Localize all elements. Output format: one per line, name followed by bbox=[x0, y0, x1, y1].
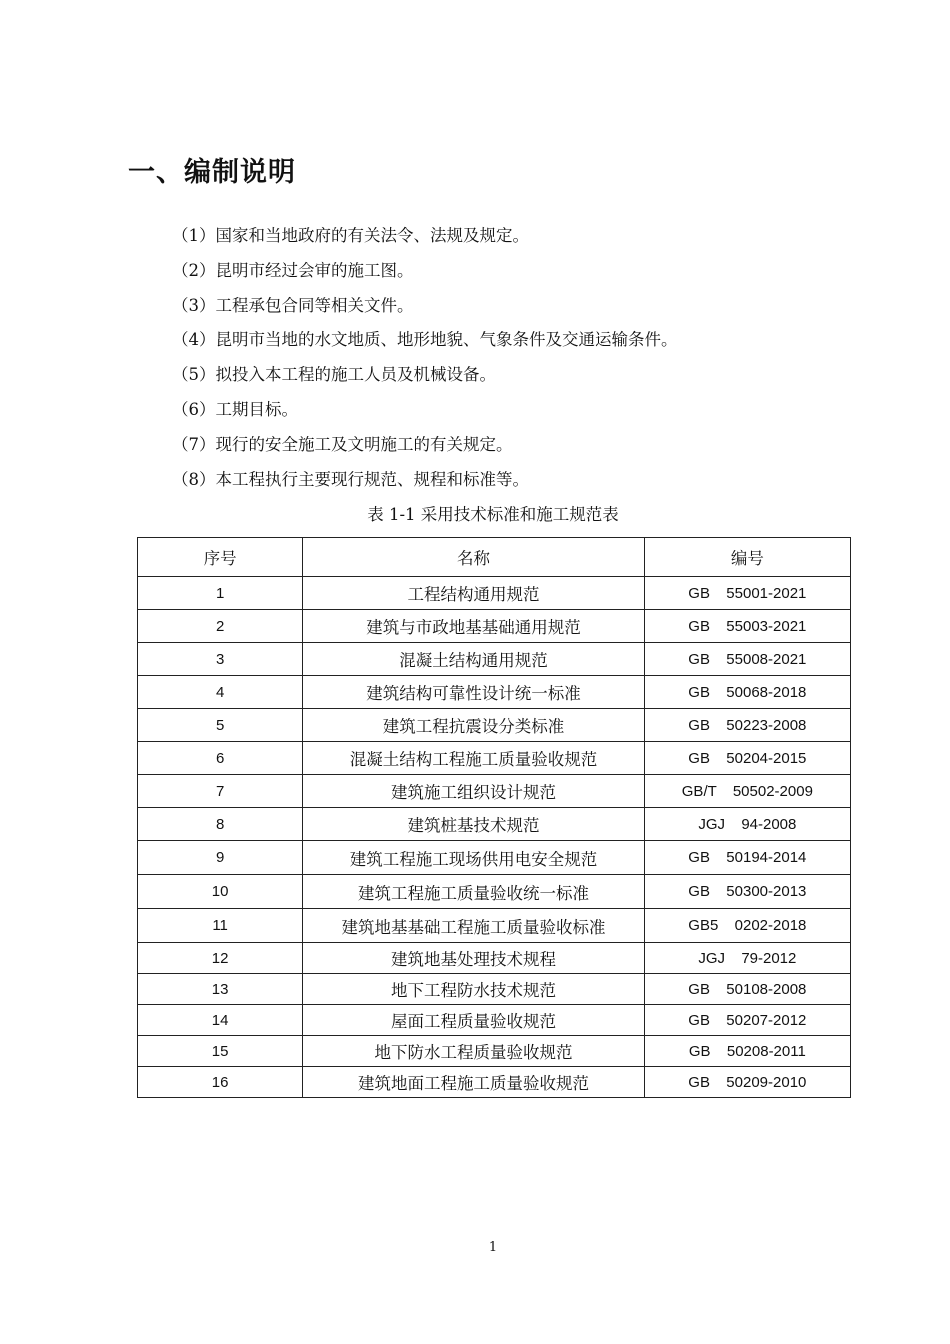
row-name: 建筑工程施工现场供用电安全规范 bbox=[303, 841, 644, 875]
row-index: 9 bbox=[138, 841, 303, 875]
table-caption: 表 1-1 采用技术标准和施工规范表 bbox=[367, 505, 619, 524]
row-code-text: GB 50300-2013 bbox=[688, 883, 807, 900]
row-code-text: JGJ 94-2008 bbox=[698, 815, 797, 833]
row-index: 8 bbox=[138, 808, 303, 841]
row-name: 工程结构通用规范 bbox=[303, 577, 644, 610]
table-row bbox=[138, 742, 851, 775]
row-code-text: GB 50223-2008 bbox=[688, 716, 807, 734]
row-name: 建筑地面工程施工质量验收规范 bbox=[303, 1067, 644, 1098]
row-code bbox=[644, 875, 850, 909]
row-code bbox=[644, 577, 850, 610]
row-index: 3 bbox=[138, 643, 303, 676]
table-row bbox=[138, 709, 851, 742]
row-code-text: GB/T 50502-2009 bbox=[681, 782, 813, 800]
row-code bbox=[644, 1067, 850, 1098]
list-item: （6）工期目标。 bbox=[172, 399, 298, 419]
table-row bbox=[138, 610, 851, 643]
basis-list bbox=[172, 222, 678, 500]
row-code-text: JGJ 79-2012 bbox=[698, 949, 797, 967]
row-index: 5 bbox=[138, 709, 303, 742]
row-code-text: GB 55001-2021 bbox=[688, 584, 807, 602]
row-name: 建筑施工组织设计规范 bbox=[303, 775, 644, 808]
row-code bbox=[644, 742, 850, 775]
row-code bbox=[644, 943, 850, 974]
column-header-name: 名称 bbox=[303, 538, 644, 577]
row-index: 4 bbox=[138, 676, 303, 709]
row-code bbox=[644, 709, 850, 742]
row-code bbox=[644, 610, 850, 643]
table-row bbox=[138, 841, 851, 875]
table-row bbox=[138, 1067, 851, 1098]
list-item: （8）本工程执行主要现行规范、规程和标准等。 bbox=[172, 469, 529, 489]
row-code-text: GB 50204-2015 bbox=[688, 749, 807, 767]
table-row bbox=[138, 676, 851, 709]
standards-table bbox=[137, 537, 851, 1098]
row-index: 11 bbox=[138, 909, 303, 943]
column-header-code: 编号 bbox=[644, 538, 850, 577]
row-code-text: GB 50108-2008 bbox=[688, 980, 807, 998]
row-code-text: GB 55003-2021 bbox=[688, 617, 807, 635]
row-name: 地下防水工程质量验收规范 bbox=[303, 1036, 644, 1067]
row-name: 建筑工程抗震设分类标准 bbox=[303, 709, 644, 742]
row-code-text: GB 50209-2010 bbox=[688, 1073, 807, 1091]
row-code bbox=[644, 643, 850, 676]
row-code-text: GB 50207-2012 bbox=[688, 1011, 807, 1029]
row-code bbox=[644, 909, 850, 943]
table-row bbox=[138, 875, 851, 909]
row-index: 13 bbox=[138, 974, 303, 1005]
list-item: （5）拟投入本工程的施工人员及机械设备。 bbox=[172, 365, 496, 385]
row-index: 7 bbox=[138, 775, 303, 808]
row-index: 16 bbox=[138, 1067, 303, 1098]
row-index: 14 bbox=[138, 1005, 303, 1036]
row-code bbox=[644, 775, 850, 808]
row-code bbox=[644, 841, 850, 875]
row-index: 12 bbox=[138, 943, 303, 974]
table-row bbox=[138, 943, 851, 974]
row-code-text: GB 50068-2018 bbox=[688, 683, 807, 701]
table-row bbox=[138, 974, 851, 1005]
row-index: 15 bbox=[138, 1036, 303, 1067]
list-item: （2）昆明市经过会审的施工图。 bbox=[172, 260, 414, 280]
row-name: 建筑地基处理技术规程 bbox=[303, 943, 644, 974]
row-code-text: GB 50194-2014 bbox=[688, 849, 807, 866]
row-name: 混凝土结构通用规范 bbox=[303, 643, 644, 676]
row-name: 建筑地基基础工程施工质量验收标准 bbox=[303, 909, 644, 943]
row-code-text: GB 55008-2021 bbox=[688, 650, 807, 668]
table-header-row bbox=[138, 538, 851, 577]
list-item: （7）现行的安全施工及文明施工的有关规定。 bbox=[172, 434, 513, 454]
list-item: （4）昆明市当地的水文地质、地形地貌、气象条件及交通运输条件。 bbox=[172, 330, 678, 350]
row-code bbox=[644, 1036, 850, 1067]
table-row bbox=[138, 808, 851, 841]
table-row bbox=[138, 1005, 851, 1036]
row-name: 屋面工程质量验收规范 bbox=[303, 1005, 644, 1036]
row-code bbox=[644, 808, 850, 841]
list-item: （3）工程承包合同等相关文件。 bbox=[172, 295, 414, 315]
column-header-index: 序号 bbox=[138, 538, 303, 577]
row-index: 1 bbox=[138, 577, 303, 610]
row-code-text: GB5 0202-2018 bbox=[688, 917, 807, 934]
row-name: 混凝土结构工程施工质量验收规范 bbox=[303, 742, 644, 775]
row-index: 2 bbox=[138, 610, 303, 643]
row-index: 10 bbox=[138, 875, 303, 909]
table-row bbox=[138, 1036, 851, 1067]
table-row bbox=[138, 909, 851, 943]
table-row bbox=[138, 577, 851, 610]
list-item: （1）国家和当地政府的有关法令、法规及规定。 bbox=[172, 226, 529, 245]
row-code bbox=[644, 676, 850, 709]
section-heading: 一、编制说明 bbox=[128, 157, 296, 188]
page-number: 1 bbox=[488, 1240, 498, 1255]
row-name: 建筑结构可靠性设计统一标准 bbox=[303, 676, 644, 709]
row-name: 地下工程防水技术规范 bbox=[303, 974, 644, 1005]
row-name: 建筑与市政地基基础通用规范 bbox=[303, 610, 644, 643]
row-index: 6 bbox=[138, 742, 303, 775]
row-name: 建筑桩基技术规范 bbox=[303, 808, 644, 841]
row-code bbox=[644, 1005, 850, 1036]
row-name: 建筑工程施工质量验收统一标准 bbox=[303, 875, 644, 909]
table-row bbox=[138, 643, 851, 676]
table-row bbox=[138, 775, 851, 808]
row-code bbox=[644, 974, 850, 1005]
row-code-text: GB 50208-2011 bbox=[688, 1042, 806, 1060]
